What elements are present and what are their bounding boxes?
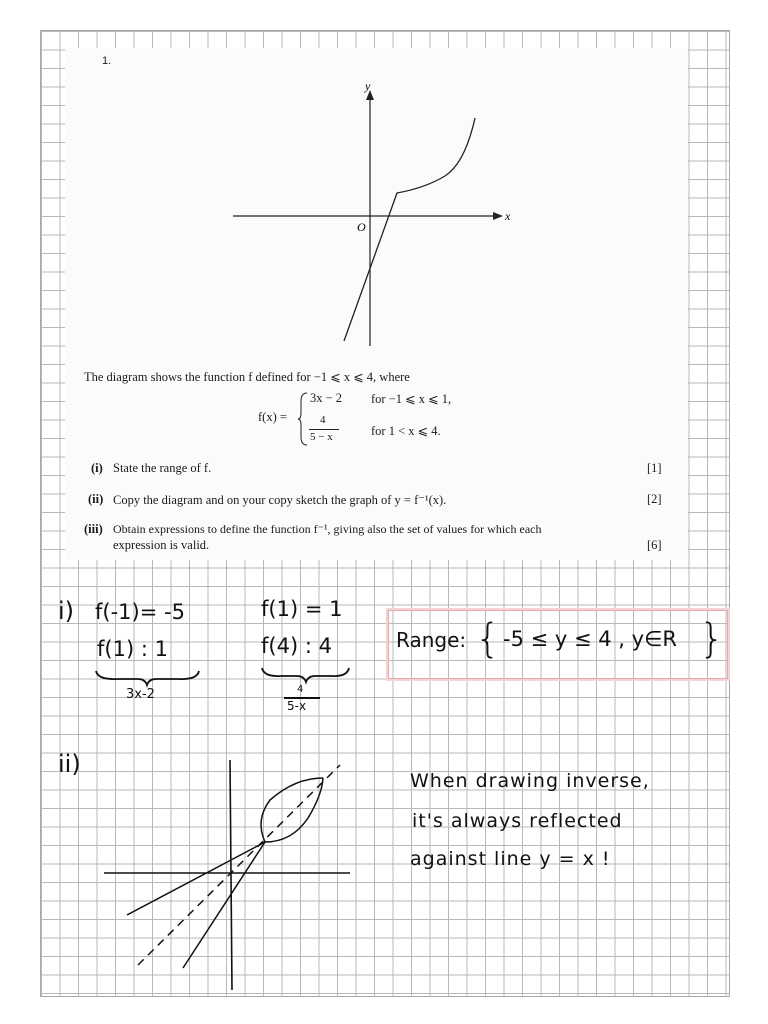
sketch-line-y-equals-x [138,765,340,965]
case1-expression: 3x − 2 [310,391,343,405]
sketch-inverse-curve [265,778,323,842]
hw-f-minus1: f(-1)= -5 [95,600,185,624]
hw-part-ii-label: ii) [58,750,81,778]
hw-note-line3: against line y = x ! [410,848,611,870]
case1-condition: for −1 ⩽ x ⩽ 1, [371,392,452,406]
hw-part-i-label: i) [58,597,75,625]
hw-left-curly: { [475,616,501,662]
sketch-function-curve [261,778,323,842]
hw-range-label: Range: [396,628,467,652]
x-axis-label: x [505,209,511,223]
hw-brace2-denominator: 5-x [287,699,307,713]
part-iii-text-line1: Obtain expressions to define the function f⁻¹, giving also the set of values for which each [113,522,542,536]
question-intro: The diagram shows the function f defined for −1 ⩽ x ⩽ 4, where [84,370,410,384]
sketch-function-line [183,842,265,968]
case2-numerator: 4 [320,414,326,426]
sketch-inverse-line [127,842,265,915]
hw-right-curly: } [699,616,725,662]
part-ii-marks: [2] [647,492,662,506]
hw-brace1-label: 3x-2 [126,687,155,702]
part-i-label: (i) [91,461,103,475]
hw-f-1: f(1) : 1 [97,637,168,661]
part-i-text: State the range of f. [113,461,212,475]
hw-note-line2: it's always reflected [412,810,623,832]
hw-range-set: -5 ≤ y ≤ 4 , y∈R [503,627,677,651]
hw-note-line1: When drawing inverse, [410,770,650,792]
question-number: 1. [102,55,112,67]
origin-label: O [357,220,366,234]
part-iii-label: (iii) [84,522,103,536]
hw-brace2-numerator: 4 [297,684,304,695]
part-iii-text-line2: expression is valid. [113,538,210,552]
case2-condition: for 1 < x ⩽ 4. [371,424,441,438]
part-ii-label: (ii) [88,492,104,506]
fx-label: f(x) = [258,410,287,424]
part-i-marks: [1] [647,461,662,475]
hw-f-1b: f(1) = 1 [261,597,343,621]
case2-denominator: 5 − x [310,431,333,443]
part-iii-marks: [6] [647,538,662,552]
y-axis-label: y [365,79,371,93]
hw-f-4: f(4) : 4 [261,634,332,658]
part-ii-text: Copy the diagram and on your copy sketch the graph of y = f⁻¹(x). [113,493,447,507]
sketch-y-axis [230,760,232,990]
